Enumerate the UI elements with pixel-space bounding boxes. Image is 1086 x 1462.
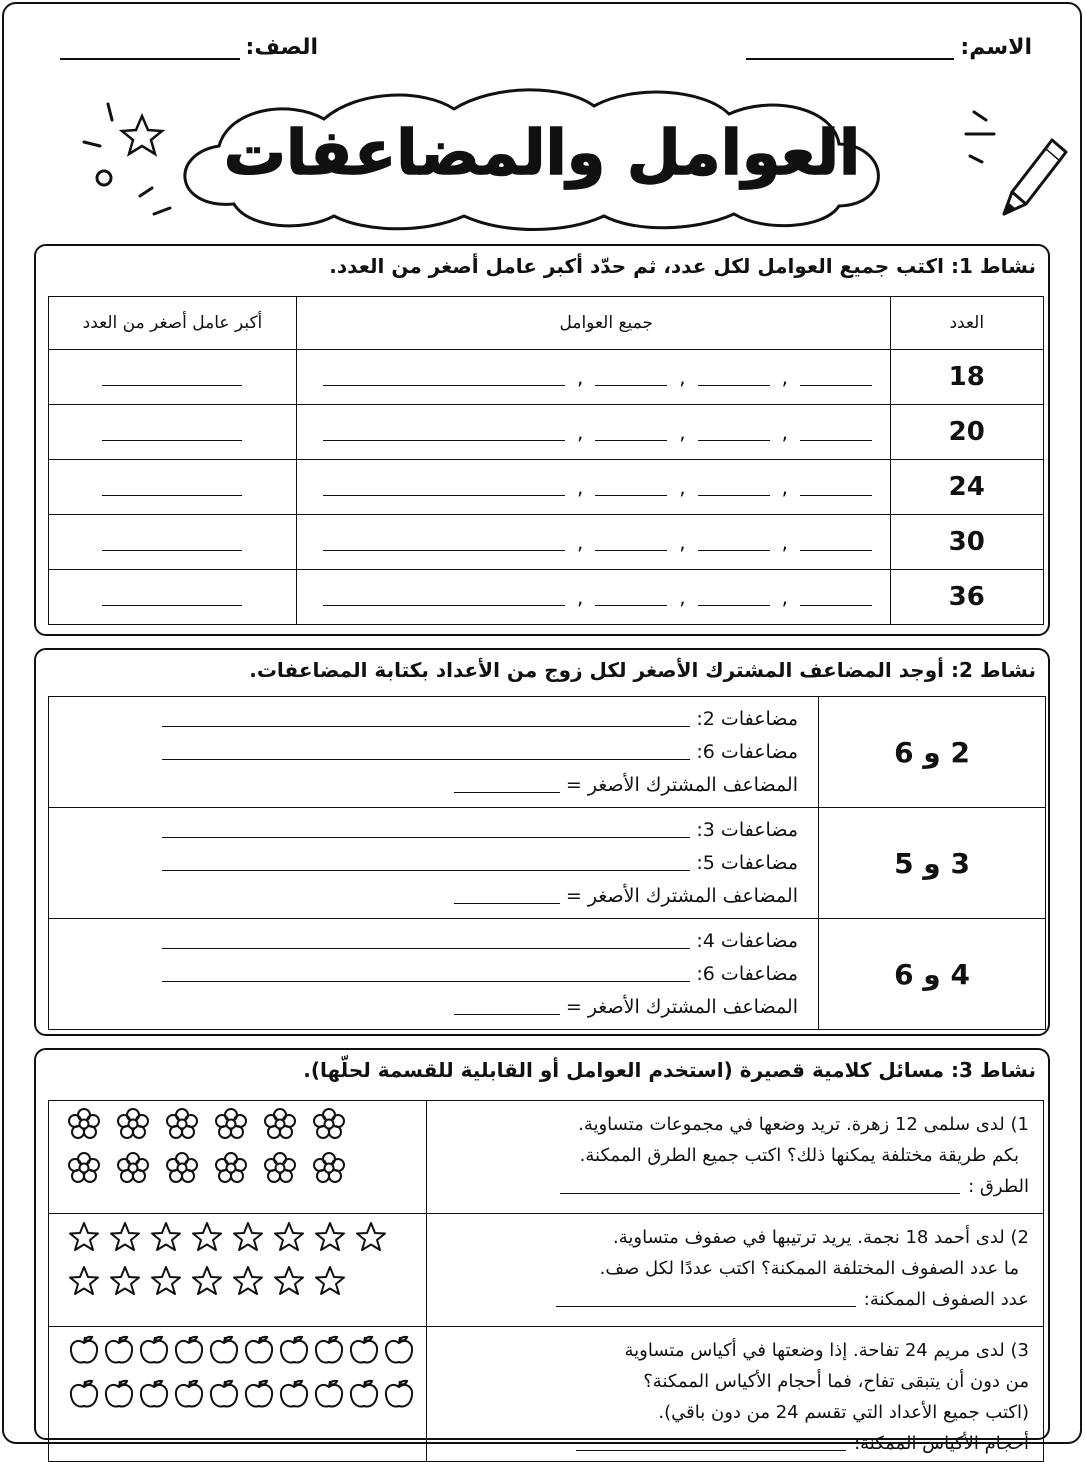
class-blank[interactable] [60,34,240,60]
multiples-blank[interactable] [162,934,690,949]
largest-factor-cell[interactable] [49,460,297,515]
multiples-label: مضاعفات 2: [696,707,798,730]
flower-icon [263,1107,297,1145]
word-problem-row [49,1214,1044,1327]
star-icon [313,1220,347,1258]
apple-icon [207,1333,241,1371]
number-cell: 24 [890,460,1043,515]
factors-cell[interactable] [296,515,890,570]
name-blank[interactable] [746,34,954,60]
lcm-label: المضاعف المشترك الأصغر = [565,773,798,796]
flower-icon [214,1151,248,1189]
apple-icon [277,1377,311,1415]
star-icon [108,1220,142,1258]
word-problem-text [426,1327,1044,1462]
picture-cell [49,1101,427,1214]
largest-factor-cell[interactable] [49,515,297,570]
apple-icon [207,1377,241,1415]
multiples-label: مضاعفات 6: [696,740,798,763]
lcm-blank[interactable] [454,778,560,793]
problem-line: من دون أن يتبقى تفاح، فما أحجام الأكياس الممكنة؟ [643,1371,1029,1392]
table-row [49,405,1044,460]
factor-blank[interactable] [595,371,667,386]
activity2-instruction: نشاط 2: أوجد المضاعف المشترك الأصغر لكل زوج من الأعداد بكتابة المضاعفات. [249,658,1036,682]
factors-cell[interactable] [296,570,890,625]
flower-icon [165,1107,199,1145]
name-field[interactable] [746,34,1032,60]
comma-separator: , [679,420,686,444]
star-icon [231,1264,265,1302]
comma-separator: , [679,585,686,609]
multiples-line [49,736,798,769]
picture-cell [49,1214,427,1327]
table-row [49,570,1044,625]
column-header-number: العدد [890,297,1043,350]
largest-factor-blank[interactable] [102,371,242,386]
worksheet-page [2,2,1082,1454]
factor-blank[interactable] [595,591,667,606]
star-icon [190,1264,224,1302]
apple-icon [382,1333,416,1371]
star-icon [67,1264,101,1302]
problem-line: (اكتب جميع الأعداد التي تقسم 24 من دون باقي). [658,1402,1029,1423]
star-icon [190,1220,224,1258]
multiples-blank[interactable] [162,967,690,982]
answer-blank[interactable] [576,1436,846,1451]
number-cell: 20 [890,405,1043,460]
number-cell: 36 [890,570,1043,625]
word-problem-text [426,1101,1044,1214]
flower-icon [116,1107,150,1145]
comma-separator: , [576,365,584,389]
problem-line: 1) لدى سلمى 12 زهرة. تريد وضعها في مجموعات متساوية. [578,1114,1029,1135]
star-icon [149,1264,183,1302]
lcm-blank[interactable] [454,889,560,904]
table-row [49,350,1044,405]
flower-icon [214,1107,248,1145]
comma-separator: , [781,365,789,389]
comma-separator: , [679,530,686,554]
factor-blank[interactable] [323,481,565,496]
table-row [49,515,1044,570]
icon-row [49,1220,426,1258]
lcm-work-cell[interactable] [49,808,819,919]
comma-separator: , [576,475,584,499]
multiples-blank[interactable] [162,712,690,727]
star-icon [272,1220,306,1258]
apple-icon [102,1377,136,1415]
icon-row [49,1264,426,1302]
star-icon [108,1264,142,1302]
word-problems-table [48,1100,1044,1462]
activity3-instruction: نشاط 3: مسائل كلامية قصيرة (استخدم العوامل أو القابلية للقسمة لحلّها). [303,1058,1036,1082]
multiples-line [49,703,798,736]
comma-separator: , [781,585,789,609]
comma-separator: , [679,365,686,389]
apple-icon [67,1333,101,1371]
largest-factor-cell[interactable] [49,570,297,625]
factor-blank[interactable] [698,481,770,496]
activity2-section [34,648,1050,1036]
table-header-row [49,297,1044,350]
lcm-table [48,696,1046,1030]
name-label: الاسم: [960,35,1032,60]
activity1-section [34,244,1050,636]
apple-icon [242,1377,276,1415]
multiples-label: مضاعفات 6: [696,962,798,985]
column-header-largest: أكبر عامل أصغر من العدد [49,297,297,350]
comma-separator: , [576,585,584,609]
lcm-work-cell[interactable] [49,697,819,808]
largest-factor-blank[interactable] [102,426,242,441]
multiples-blank[interactable] [162,856,690,871]
flower-icon [116,1151,150,1189]
column-header-factors: جميع العوامل [296,297,890,350]
apple-icon [137,1333,171,1371]
factors-table [48,296,1044,625]
factor-blank[interactable] [323,371,565,386]
icon-row [49,1151,426,1189]
lcm-row [49,697,1046,808]
answer-line [437,1284,1030,1315]
star-icon [272,1264,306,1302]
word-problem-row [49,1327,1044,1462]
answer-label: أحجام الأكياس الممكنة: [854,1433,1029,1454]
icon-row [49,1107,426,1145]
multiples-line [49,814,798,847]
comma-separator: , [679,475,686,499]
picture-cell [49,1327,427,1462]
factors-cell[interactable] [296,350,890,405]
apple-icon [172,1333,206,1371]
multiples-label: مضاعفات 3: [696,818,798,841]
comma-separator: , [781,420,789,444]
problem-line: ما عدد الصفوف المختلفة الممكنة؟ اكتب عددًا لكل صف. [599,1258,1019,1279]
lcm-row [49,808,1046,919]
factor-blank[interactable] [323,426,565,441]
apple-icon [277,1333,311,1371]
apple-icon [137,1377,171,1415]
factor-blank[interactable] [323,536,565,551]
apple-icon [382,1377,416,1415]
multiples-label: مضاعفات 4: [696,929,798,952]
multiples-line [49,958,798,991]
table-row [49,460,1044,515]
flower-icon [312,1151,346,1189]
word-problem-text [426,1214,1044,1327]
apple-icon [102,1333,136,1371]
lcm-work-cell[interactable] [49,919,819,1030]
lcm-answer-line [49,769,798,802]
apple-icon [242,1333,276,1371]
icon-row [49,1377,426,1415]
lcm-answer-line [49,880,798,913]
factor-blank[interactable] [595,426,667,441]
multiples-line [49,925,798,958]
factor-blank[interactable] [595,481,667,496]
factor-blank[interactable] [800,426,872,441]
flower-icon [165,1151,199,1189]
largest-factor-cell[interactable] [49,405,297,460]
factor-blank[interactable] [698,591,770,606]
word-problem-row [49,1101,1044,1214]
factors-cell[interactable] [296,460,890,515]
class-field[interactable] [60,34,318,60]
star-icon [67,1220,101,1258]
answer-label: عدد الصفوف الممكنة: [863,1289,1029,1310]
worksheet-title: العوامل والمضاعفات [223,116,861,189]
flower-icon [67,1107,101,1145]
comma-separator: , [781,475,789,499]
largest-factor-cell[interactable] [49,350,297,405]
problem-line: 2) لدى أحمد 18 نجمة. يريد ترتيبها في صفوف متساوية. [613,1227,1029,1248]
multiples-blank[interactable] [162,745,690,760]
lcm-label: المضاعف المشترك الأصغر = [565,995,798,1018]
largest-factor-blank[interactable] [102,591,242,606]
answer-line [437,1428,1030,1459]
apple-icon [67,1377,101,1415]
number-pair: 2 و 6 [819,697,1046,808]
lcm-answer-line [49,991,798,1024]
factor-blank[interactable] [698,536,770,551]
star-icon [313,1264,347,1302]
problem-line: بكم طريقة مختلفة يمكنها ذلك؟ اكتب جميع الطرق الممكنة. [579,1145,1019,1166]
flower-icon [67,1151,101,1189]
activity3-section [34,1048,1050,1454]
answer-blank[interactable] [560,1179,960,1194]
number-pair: 3 و 5 [819,808,1046,919]
activity1-instruction: نشاط 1: اكتب جميع العوامل لكل عدد، ثم حدّد أكبر عامل أصغر من العدد. [329,254,1036,278]
factors-cell[interactable] [296,405,890,460]
lcm-label: المضاعف المشترك الأصغر = [565,884,798,907]
factor-blank[interactable] [800,591,872,606]
multiples-blank[interactable] [162,823,690,838]
factor-blank[interactable] [698,371,770,386]
largest-factor-blank[interactable] [102,481,242,496]
icon-row [49,1333,426,1371]
answer-blank[interactable] [556,1292,856,1307]
multiples-label: مضاعفات 5: [696,851,798,874]
answer-label: الطرق : [968,1176,1029,1197]
class-label: الصف: [245,35,318,60]
apple-icon [347,1333,381,1371]
answer-line [437,1171,1030,1202]
lcm-blank[interactable] [454,1000,560,1015]
comma-separator: , [576,420,584,444]
number-cell: 30 [890,515,1043,570]
factor-blank[interactable] [323,591,565,606]
lcm-row [49,919,1046,1030]
comma-separator: , [781,530,789,554]
star-icon [149,1220,183,1258]
apple-icon [347,1377,381,1415]
factor-blank[interactable] [698,426,770,441]
star-icon [231,1220,265,1258]
apple-icon [312,1333,346,1371]
number-cell: 18 [890,350,1043,405]
apple-icon [312,1377,346,1415]
star-icon [354,1220,388,1258]
largest-factor-blank[interactable] [102,536,242,551]
factor-blank[interactable] [595,536,667,551]
factor-blank[interactable] [800,481,872,496]
factor-blank[interactable] [800,371,872,386]
factor-blank[interactable] [800,536,872,551]
flower-icon [312,1107,346,1145]
multiples-line [49,847,798,880]
apple-icon [172,1377,206,1415]
number-pair: 4 و 6 [819,919,1046,1030]
problem-line: 3) لدى مريم 24 تفاحة. إذا وضعتها في أكياس متساوية [624,1340,1029,1361]
comma-separator: , [576,530,584,554]
flower-icon [263,1151,297,1189]
